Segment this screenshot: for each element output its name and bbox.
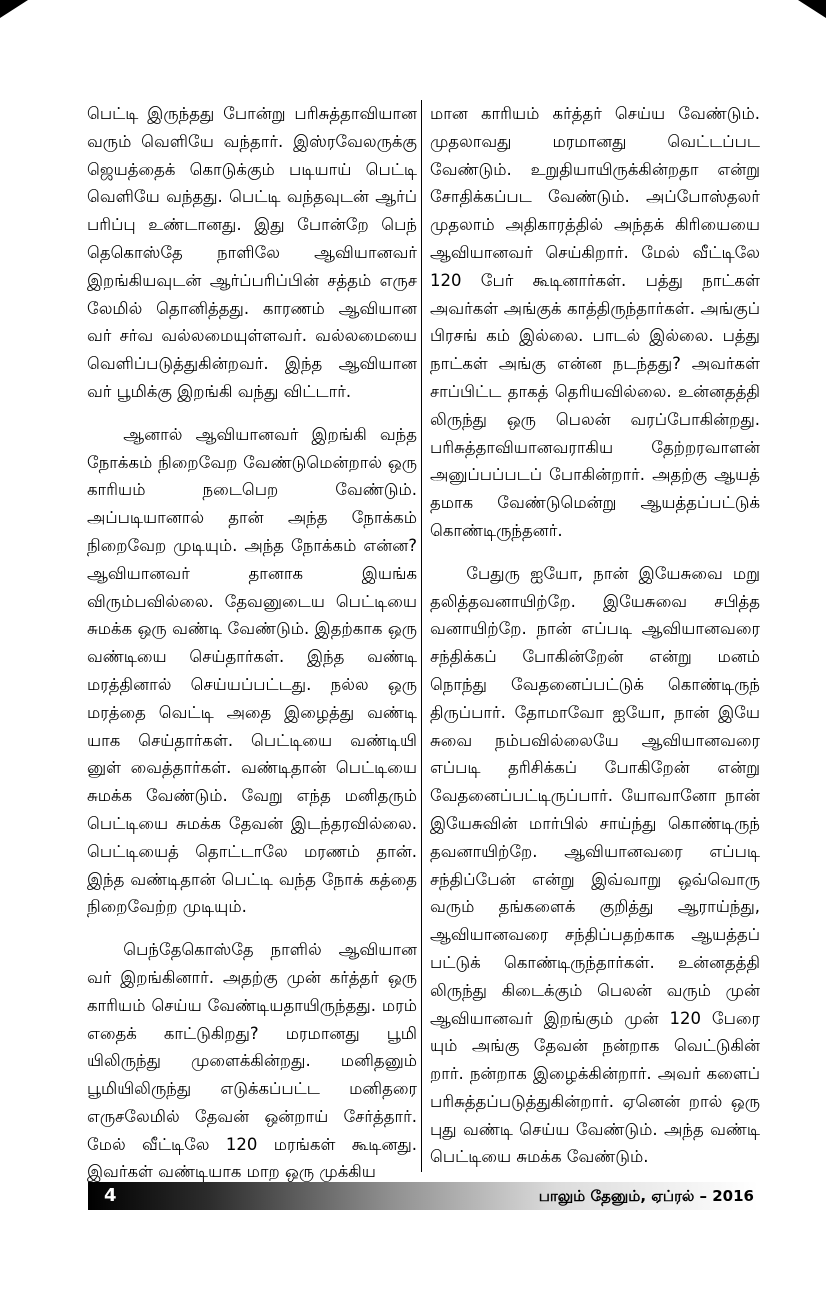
magazine-title: பாலும் தேனும், ஏப்ரல் – 2016 (538, 1187, 754, 1205)
column-divider (421, 100, 422, 1172)
page-number: 4 (104, 1185, 117, 1206)
left-column (87, 100, 417, 1201)
paragraph: பெந்தேகொஸ்தே நாளில் ஆவியான வர் இறங்கினார். அதற்கு முன் கர்த்தர் ஒரு காரியம் செய்ய வேண்டியதாயிருந்தது. மரம் எதைக் காட்டுகிறது? மரமானது பூமி யிலிருந்து முளைக்கின்றது. மனிதனும் பூமியிலிருந்து எடுக்கப்பட்ட மனிதரை எருசலேமில் தேவன் ஒன்றாய் சேர்த்தார். மேல் வீட்டிலே 120 மரங்கள் கூடினது. இவர்கள் வண்டியாக மாற ஒரு முக்கிய (87, 940, 417, 1182)
paragraph: மான காரியம் கர்த்தர் செய்ய வேண்டும். முதலாவது மரமானது வெட்டப்பட வேண்டும். உறுதியாயிருக்கின்றதா என்று சோதிக்கப்பட வேண்டும். அப்போஸ்தலர் முதலாம் அதிகாரத்தில் அந்தக் கிரியையை ஆவியானவர் செய்கிறார். மேல் வீட்டிலே 120 பேர் கூடினார்கள். பத்து நாட்கள் அவர்கள் அங்குக் காத்திருந்தார்கள். அங்குப் பிரசங் கம் இல்லை. பாடல் இல்லை. பத்து நாட்கள் அங்கு என்ன நடந்தது? அவர்கள் சாப்பிட்ட தாகத் தெரியவில்லை. உன்னதத்தி லிருந்து ஒரு பெலன் வரப்போகின்றது. பரிசுத்தாவியானவராகிய தேற்றரவாளன் அனுப்பப்படப் போகின்றார். அதற்கு ஆயத் தமாக வேண்டுமென்று ஆயத்தப்பட்டுக் கொண்டிருந்தனர். (430, 104, 760, 540)
paragraph: பேதுரு ஐயோ, நான் இயேசுவை மறு தலித்தவனாயிற்றே. இயேசுவை சபித்த வனாயிற்றே. நான் எப்படி ஆவியானவரை சந்திக்கப் போகின்றேன் என்று மனம் நொந்து வேதனைப்பட்டுக் கொண்டிருந் திருப்பார். தோமாவோ ஐயோ, நான் இயே சுவை நம்பவில்லையே ஆவியானவரை எப்படி தரிசிக்கப் போகிறேன் என்று வேதனைப்பட்டிருப்பார். யோவானோ நான் இயேசுவின் மார்பில் சாய்ந்து கொண்டிருந் தவனாயிற்றே. ஆவியானவரை எப்படி சந்திப்பேன் என்று இவ்வாறு ஒவ்வொரு வரும் தங்களைக் குறித்து ஆராய்ந்து, ஆவியானவரை சந்திப்பதற்காக ஆயத்தப் பட்டுக் கொண்டிருந்தார்கள். உன்னதத்தி லிருந்து கிடைக்கும் பெலன் வரும் முன் ஆவியானவர் இறங்கும் முன் 120 பேரை யும் அங்கு தேவன் நன்றாக வெட்டுகின் றார். நன்றாக இழைக்கின்றார். அவர் களைப் பரிசுத்தப்படுத்துகின்றார். ஏனென் றால் ஒரு புது வண்டி செய்ய வேண்டும். அந்த வண்டி பெட்டியை சுமக்க வேண்டும். (430, 563, 760, 1167)
right-column (430, 100, 760, 1186)
corner-mark-left (0, 0, 28, 18)
paragraph: பெட்டி இருந்தது போன்று பரிசுத்தாவியான வரும் வெளியே வந்தார். இஸ்ரவேலருக்கு ஜெயத்தைக் கொடுக்கும் படியாய் பெட்டி வெளியே வந்தது. பெட்டி வந்தவுடன் ஆர்ப் பரிப்பு உண்டானது. இது போன்றே பெந் தெகொஸ்தே நாளிலே ஆவியானவர் இறங்கியவுடன் ஆர்ப்பரிப்பின் சத்தம் எருச லேமில் தொனித்தது. காரணம் ஆவியான வர் சர்வ வல்லமையுள்ளவர். வல்லமையை வெளிப்படுத்துகின்றவர். இந்த ஆவியான வர் பூமிக்கு இறங்கி வந்து விட்டார். (87, 104, 417, 401)
paragraph: ஆனால் ஆவியானவர் இறங்கி வந்த நோக்கம் நிறைவேற வேண்டுமென்றால் ஒரு காரியம் நடைபெற வேண்டும். அப்படியானால் தான் அந்த நோக்கம் நிறைவேற முடியும். அந்த நோக்கம் என்ன? ஆவியானவர் தானாக இயங்க விரும்பவில்லை. தேவனுடைய பெட்டியை சுமக்க ஒரு வண்டி வேண்டும். இதற்காக ஒரு வண்டியை செய்தார்கள். இந்த வண்டி மரத்தினால் செய்யப்பட்டது. நல்ல ஒரு மரத்தை வெட்டி அதை இழைத்து வண்டி யாக செய்தார்கள். பெட்டியை வண்டியி னுள் வைத்தார்கள். வண்டிதான் பெட்டியை சுமக்க வேண்டும். வேறு எந்த மனிதரும் பெட்டியை சுமக்க தேவன் இடந்தரவில்லை. பெட்டியைத் தொட்டாலே மரணம் தான். இந்த வண்டிதான் பெட்டி வந்த நோக் கத்தை நிறைவேற்ற முடியும். (87, 424, 417, 917)
corner-mark-right (798, 0, 826, 18)
